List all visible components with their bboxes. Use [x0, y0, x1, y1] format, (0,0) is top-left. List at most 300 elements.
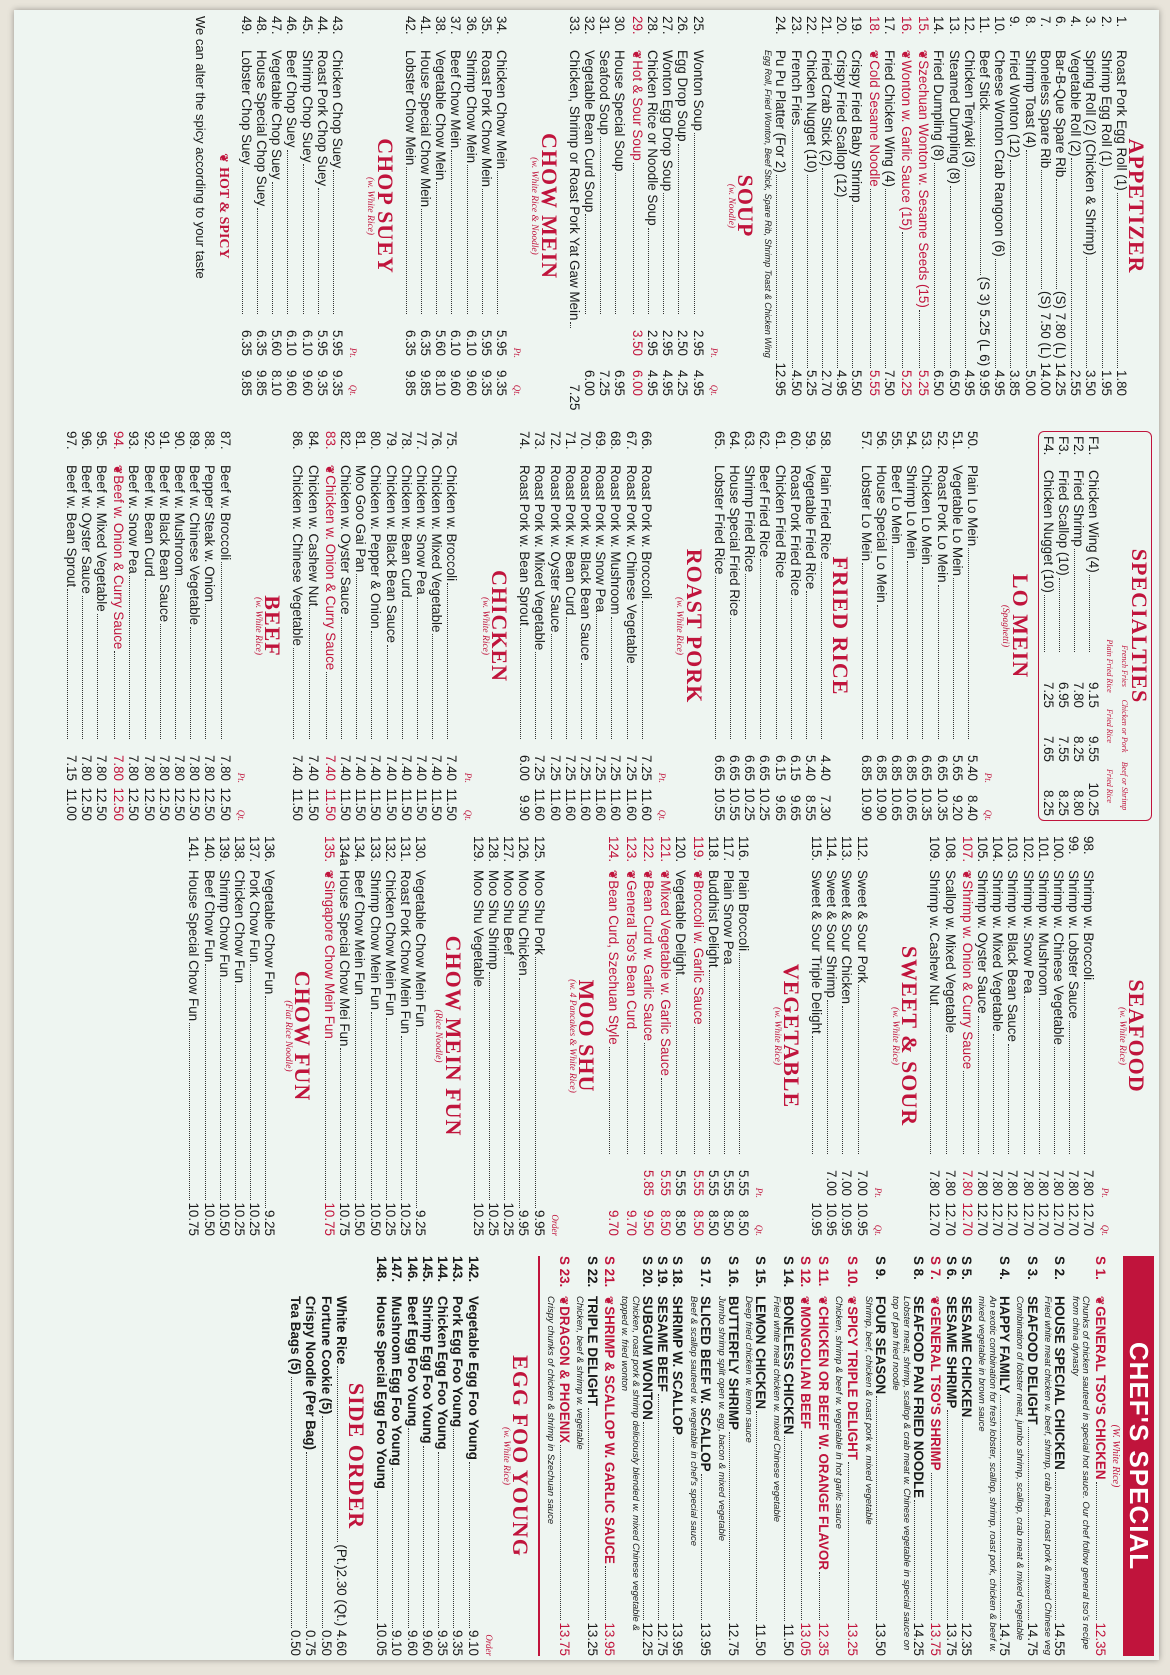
item-name: Wonton w. Garlic Sauce (15)	[898, 60, 914, 231]
item-description: Beef & scallop sauteed w. vegetable in chef's special sauce	[687, 1296, 699, 1547]
qt-header: Qt.	[708, 384, 719, 396]
item-number: 28.	[644, 16, 660, 35]
dot-leader	[931, 1473, 932, 1621]
dot-leader	[739, 953, 740, 1154]
item-name: Vegetable Chow Fun	[262, 870, 278, 995]
dot-leader	[175, 578, 176, 739]
item-price: 10.75	[337, 1202, 353, 1236]
dot-leader	[190, 627, 191, 739]
menu-item	[374, 1256, 389, 1656]
dot-leader	[919, 310, 920, 368]
qt-header: Qt.	[983, 809, 994, 821]
item-number: S 19.	[655, 1256, 671, 1288]
item-price: 11.50	[368, 788, 384, 821]
item-name: Beef Chop Suey	[284, 50, 300, 148]
dot-leader	[474, 989, 475, 1201]
item-number: 23.	[788, 16, 804, 35]
dot-leader	[1028, 1427, 1029, 1621]
item-price: 12.50	[111, 787, 127, 821]
menu-item	[645, 16, 660, 396]
item-name: Chicken Chow Fun	[232, 870, 248, 984]
item-number: 97.	[63, 431, 79, 450]
item-name: Shrimp w. Chinese Vegetable	[1050, 870, 1066, 1045]
item-price: 12.70	[1005, 1202, 1021, 1236]
egg-foo-young-sub: (w. White Rice)	[500, 1426, 511, 1486]
item-number: 30.	[612, 16, 628, 35]
chili-icon: ❦	[815, 1296, 828, 1306]
dot-leader	[585, 214, 586, 314]
column-3	[186, 836, 1154, 1236]
menu-item	[834, 16, 849, 396]
item-price: 7.80	[959, 1169, 975, 1196]
lo-mein-list	[858, 431, 980, 821]
dot-leader	[551, 634, 552, 739]
item-number: 119.	[690, 836, 706, 862]
menu-item	[262, 836, 277, 1236]
item-name: Beef Chow Mein	[448, 50, 464, 149]
item-number: 86.	[290, 431, 306, 450]
menu-item	[383, 836, 398, 1236]
item-price: 7.25	[547, 754, 563, 781]
item-price: 5.00	[1022, 369, 1038, 396]
item-name: Chicken Fried Rice	[772, 465, 788, 579]
item-price: 6.35	[418, 329, 434, 356]
item-name: Moo Shu Pork	[531, 870, 547, 955]
item-name: Cheese Wonton Crab Rangoon (6)	[992, 50, 1008, 257]
dot-leader	[870, 189, 871, 368]
item-number: 67.	[623, 431, 639, 450]
item-price: 11.50	[338, 788, 354, 821]
item-price: 10.25	[757, 787, 773, 821]
item-number: 81.	[353, 431, 369, 450]
chow-mein-header	[509, 16, 524, 396]
item-price: 11.50	[383, 788, 399, 821]
item-price: 10.25	[742, 787, 758, 821]
dot-leader	[1044, 595, 1045, 652]
menu-item	[555, 1256, 572, 1656]
item-name: Boneless Spare Rib	[1037, 50, 1053, 169]
item-name: Pu Pu Platter (For 2)	[773, 50, 789, 173]
item-number: 62.	[757, 431, 773, 450]
item-price: 5.50	[849, 369, 865, 396]
item-price: 11.60	[547, 788, 563, 821]
item-price: 9.70	[623, 1209, 639, 1236]
item-price: 12.50	[156, 787, 172, 821]
item-price: 11.50	[429, 788, 445, 821]
item-price: 9.25	[262, 1209, 278, 1236]
menu-item	[1098, 16, 1113, 396]
item-price: 5.95	[330, 329, 346, 356]
lo-mein-title: LO MEIN	[1007, 573, 1033, 679]
item-name: Plain Fried Rice	[818, 465, 834, 560]
item-number: 134.	[352, 836, 368, 863]
dot-leader	[1096, 1482, 1097, 1621]
dot-leader	[326, 672, 327, 739]
item-number: 43.	[330, 16, 346, 35]
item-name: Fried Wonton (12)	[1007, 50, 1023, 158]
item-number: 83.	[322, 431, 338, 450]
chili-icon: ❦	[845, 1296, 858, 1306]
dot-leader	[610, 1047, 611, 1154]
qt-header: Qt.	[657, 809, 668, 821]
chow-fun-title: CHOW FUN	[289, 970, 315, 1102]
item-number: 33.	[566, 16, 582, 35]
chili-icon: ❦	[928, 1296, 941, 1306]
item-price: 14.55	[1052, 1622, 1068, 1656]
item-name: Shrimp w. Mixed Vegetable	[990, 870, 1006, 1032]
item-price: 8.50	[736, 1209, 752, 1236]
item-price: 6.00	[517, 754, 533, 781]
item-number: 15.	[916, 16, 932, 35]
item-price: 12.75	[725, 1622, 741, 1656]
dot-leader	[676, 977, 677, 1154]
item-number: 136.	[262, 836, 278, 863]
item-price: (S) 7.80 (L) 14.25	[1052, 291, 1068, 396]
item-name: Chicken Chow Mein	[494, 50, 510, 170]
menu-item	[639, 836, 656, 1236]
menu-item	[141, 431, 156, 821]
menu-item	[593, 431, 608, 821]
menu-item	[303, 1256, 318, 1656]
chow-mein-list	[403, 16, 509, 396]
dot-leader	[287, 150, 288, 314]
dot-leader	[356, 574, 357, 739]
chop-suey-list	[239, 16, 345, 396]
menu-item	[858, 431, 873, 821]
item-price: 6.85	[858, 754, 874, 781]
item-name: Roast Pork w. Mixed Vegetable	[532, 465, 548, 651]
dot-leader	[469, 1462, 470, 1628]
item-price: 1.80	[1113, 369, 1129, 396]
menu-item	[975, 836, 990, 1236]
item-price: 12.50	[126, 787, 142, 821]
item-price: 0.50	[288, 1629, 304, 1656]
dot-leader	[451, 150, 452, 314]
specialties-box	[1038, 431, 1152, 821]
dot-leader	[648, 228, 649, 314]
item-price: 4.95	[834, 369, 850, 396]
item-price: 10.25	[501, 1202, 517, 1236]
item-number: 10.	[992, 16, 1008, 35]
item-price: 9.35	[435, 1629, 451, 1656]
item-name: Fried Crab Stick (2)	[818, 50, 834, 167]
item-name: White Rice	[333, 1296, 349, 1365]
dot-leader	[408, 1428, 409, 1628]
item-number: 21.	[818, 16, 834, 35]
item-price: 12.50	[141, 787, 157, 821]
dot-leader	[371, 1012, 372, 1201]
item-name: Shrimp Fried Rice	[742, 465, 758, 573]
item-name: Roast Pork Chop Suey	[314, 50, 330, 187]
chili-icon: ❦	[601, 1296, 614, 1306]
item-price: 10.25	[247, 1202, 263, 1236]
menu-item	[1071, 436, 1086, 816]
chili-icon: ❦	[959, 870, 972, 880]
egg-foo-young-list	[374, 1256, 480, 1656]
item-price: 12.35	[815, 1622, 831, 1656]
dot-leader	[760, 559, 761, 739]
item-number: 37.	[448, 16, 464, 35]
item-price: 6.35	[254, 329, 270, 356]
item-price: 13.25	[584, 1622, 600, 1656]
item-name: Lobster Chop Suey	[238, 50, 254, 165]
item-price: 5.60	[269, 329, 285, 356]
dot-leader	[877, 605, 878, 739]
item-price: 11.50	[414, 788, 430, 821]
menu-sheet	[14, 10, 1159, 1660]
item-number: 122.	[640, 836, 656, 863]
item-number: 48.	[254, 16, 270, 35]
seafood-list	[927, 836, 1096, 1236]
item-number: 80.	[368, 431, 384, 450]
item-price: 9.10	[389, 1629, 405, 1656]
item-price: 0.50	[318, 1629, 334, 1656]
item-price: 9.85	[254, 369, 270, 396]
dot-leader	[993, 1034, 994, 1154]
item-name: Vegetable Chow Mein	[433, 50, 449, 181]
item-name: SUBGUM WONTON	[639, 1296, 655, 1420]
menu-item	[854, 836, 869, 1236]
item-name: Beef w. Broccoli	[217, 465, 233, 561]
item-number: 93.	[126, 431, 142, 450]
item-price: 10.25	[398, 1202, 414, 1236]
item-name: Chicken Rice or Noodle Soup	[644, 50, 660, 226]
menu-item	[1020, 836, 1035, 1236]
dot-leader	[1055, 1472, 1056, 1621]
item-number: 61.	[772, 431, 788, 450]
item-price: 9.25	[413, 1209, 429, 1236]
dot-leader	[67, 589, 68, 739]
menu-item	[201, 836, 216, 1236]
item-number: 55.	[888, 431, 904, 450]
item-name: Fried Chicken Wing (4)	[881, 50, 897, 187]
item-name: Beef Egg Foo Young	[404, 1296, 420, 1427]
item-name: Fortune Cookie (5)	[318, 1296, 334, 1415]
menu-item	[465, 1256, 480, 1656]
moo-shu-list	[471, 836, 547, 1236]
item-price: 7.50	[881, 369, 897, 396]
menu-item	[368, 431, 383, 821]
qt-header: Qt.	[348, 384, 359, 396]
dot-leader	[581, 663, 582, 739]
item-price: 7.00	[824, 1169, 840, 1196]
item-number: 24.	[773, 16, 789, 35]
item-name: Moo Shu Vegetable	[470, 870, 486, 987]
item-price: 8.25	[1040, 789, 1056, 816]
item-number: 98.	[1081, 836, 1097, 855]
item-price: 5.25	[803, 369, 819, 396]
dot-leader	[423, 1446, 424, 1628]
item-price: 7.40	[429, 754, 445, 781]
menu-item	[997, 1256, 1012, 1656]
item-price: 8.55	[802, 794, 818, 821]
item-name: Roast Pork Chow Mein	[478, 50, 494, 187]
item-number: 137.	[247, 836, 263, 863]
chili-icon: ❦	[898, 50, 911, 60]
item-number: 133.	[367, 836, 383, 863]
menu-item	[414, 431, 429, 821]
chicken-list	[290, 431, 459, 821]
item-number: 13.	[946, 16, 962, 35]
dot-leader	[642, 601, 643, 739]
item-price: 9.35	[494, 369, 510, 396]
menu-item	[843, 1256, 860, 1656]
item-description: Chicken, beef & shrimp w. vegetable	[574, 1296, 586, 1450]
item-number: 41.	[418, 16, 434, 35]
menu-item	[600, 1256, 617, 1656]
item-price: 10.95	[824, 1202, 840, 1236]
dot-leader	[1069, 1021, 1070, 1154]
item-number: S 21.	[601, 1256, 617, 1288]
item-number: 91.	[156, 431, 172, 450]
item-name: Beef w. Mushroom	[172, 465, 188, 576]
item-price: 6.65	[934, 754, 950, 781]
menu-item	[773, 16, 788, 396]
item-price: 7.25	[623, 754, 639, 781]
item-number: 76.	[429, 431, 445, 450]
menu-item	[1086, 436, 1101, 816]
item-name: Vegetable Bean Curd Soup	[582, 50, 598, 213]
item-price: 9.85	[402, 369, 418, 396]
item-number: 16.	[898, 16, 914, 35]
item-name: TRIPLE DELIGHT	[584, 1296, 600, 1407]
item-price: 13.05	[798, 1622, 814, 1656]
dot-leader	[980, 112, 981, 274]
roast-pork-title: ROAST PORK	[681, 548, 707, 704]
dot-leader	[1089, 575, 1090, 652]
item-number: F1.	[1086, 436, 1102, 456]
pt-header: Pt.	[1099, 1187, 1110, 1198]
item-number: 17.	[881, 16, 897, 35]
dot-leader	[1010, 160, 1011, 368]
dot-leader	[189, 1023, 190, 1200]
menu-item	[405, 1256, 420, 1656]
item-name: Beef w. Black Bean Sauce	[156, 465, 172, 623]
menu-item	[1056, 436, 1071, 816]
dot-leader	[784, 1436, 785, 1621]
item-number: 78.	[398, 431, 414, 450]
menu-item	[992, 16, 1007, 396]
dot-leader	[673, 1437, 674, 1621]
item-name: Beef w. Onion & Curry Sauce	[111, 475, 127, 650]
item-number: 141.	[186, 836, 202, 863]
item-price: 9.65	[787, 794, 803, 821]
item-price: 13.75	[928, 1622, 944, 1656]
side-order-title: SIDE ORDER	[344, 1382, 370, 1530]
item-price: 10.55	[726, 787, 742, 821]
moo-shu-sub: (w. 4 Pancakes & White Rice)	[567, 979, 578, 1093]
dot-leader	[535, 652, 536, 739]
menu-item	[578, 431, 593, 821]
item-price: 7.25	[566, 384, 582, 411]
chow-mein-fun-list	[320, 836, 428, 1236]
item-name: House Special Chop Suey	[254, 50, 270, 207]
item-price: 1.95	[1098, 369, 1114, 396]
item-name: Shrimp Chop Suey	[299, 50, 315, 163]
menu-item	[1090, 1256, 1107, 1656]
item-price: 3.50	[629, 329, 645, 356]
roast-pork-sub: (w. White Rice)	[674, 596, 685, 656]
item-name: Beef Lo Mein	[888, 465, 904, 544]
item-number: 146.	[404, 1256, 420, 1283]
item-number: S 14.	[781, 1256, 797, 1288]
item-name: Chicken Nugget (10)	[1040, 470, 1056, 593]
item-price: 10.90	[858, 787, 874, 821]
pt-header: Pt.	[348, 347, 359, 358]
item-number: 105.	[974, 836, 990, 863]
item-name: Shrimp w. Black Bean Sauce	[1005, 870, 1021, 1042]
chop-suey-title: CHOP SUEY	[372, 138, 398, 274]
item-number: 65.	[711, 431, 727, 450]
item-name: Lobster Lo Mein	[858, 465, 874, 562]
item-price: 10.50	[367, 1202, 383, 1236]
item-price: 13.95	[670, 1622, 686, 1656]
item-name: Beef Chow Mein Fun	[352, 870, 368, 996]
menu-item	[670, 1256, 685, 1656]
dot-leader	[663, 193, 664, 314]
item-number: 57.	[858, 431, 874, 450]
item-number: 11.	[976, 16, 992, 34]
dot-leader	[848, 1462, 849, 1621]
item-number: 6.	[1052, 16, 1068, 28]
item-description: Shrimp, beef, chicken & roast pork w. mixed vegetable	[862, 1296, 874, 1525]
dot-leader	[938, 585, 939, 739]
item-price: (S) 7.50 (L) 14.00	[1037, 291, 1053, 396]
menu-item	[486, 836, 501, 1236]
menu-item	[420, 1256, 435, 1656]
item-name: Scallop w. Mixed Vegetable	[942, 870, 958, 1034]
dot-leader	[801, 1431, 802, 1621]
item-price: 9.20	[949, 794, 965, 821]
specialties-col-2: Chicken or Pork Fried Rice	[1104, 699, 1129, 753]
item-price: 12.70	[1066, 1202, 1082, 1236]
item-name: SESAME CHICKEN	[958, 1296, 974, 1418]
dot-leader	[402, 600, 403, 740]
menu-item	[448, 16, 463, 396]
item-price: 7.80	[1035, 1169, 1051, 1196]
dot-leader	[205, 964, 206, 1200]
menu-item	[612, 16, 627, 396]
item-name: Roast Pork Lo Mein	[934, 465, 950, 583]
item-number: 84.	[305, 431, 321, 450]
item-number: 123.	[623, 836, 639, 863]
item-price: 7.80	[974, 1169, 990, 1196]
item-price: 12.70	[1050, 1202, 1066, 1236]
item-name: Plain Broccoli	[736, 870, 752, 952]
item-number: S 4.	[996, 1256, 1012, 1280]
menu-item	[1051, 836, 1066, 1236]
dot-leader	[730, 618, 731, 739]
dot-leader	[129, 576, 130, 739]
item-price: 7.00	[839, 1169, 855, 1196]
item-number: 60.	[787, 431, 803, 450]
item-price: 7.80	[1081, 1169, 1097, 1196]
item-price: 10.25	[1086, 782, 1102, 816]
qt-header: Qt.	[512, 384, 523, 396]
item-name: Shrimp w. Mushroom	[1035, 870, 1051, 996]
item-name: Vegetable Fried Rice	[802, 465, 818, 590]
item-price: 10.65	[904, 787, 920, 821]
item-number: 99.	[1066, 836, 1082, 855]
item-number: S 1.	[1092, 1256, 1108, 1280]
menu-item	[479, 16, 494, 396]
item-number: S 16.	[725, 1256, 741, 1288]
menu-item	[639, 431, 654, 821]
item-number: 140.	[201, 836, 217, 863]
menu-item	[1036, 836, 1051, 1236]
item-price: 10.95	[854, 1202, 870, 1236]
dot-leader	[272, 182, 273, 314]
